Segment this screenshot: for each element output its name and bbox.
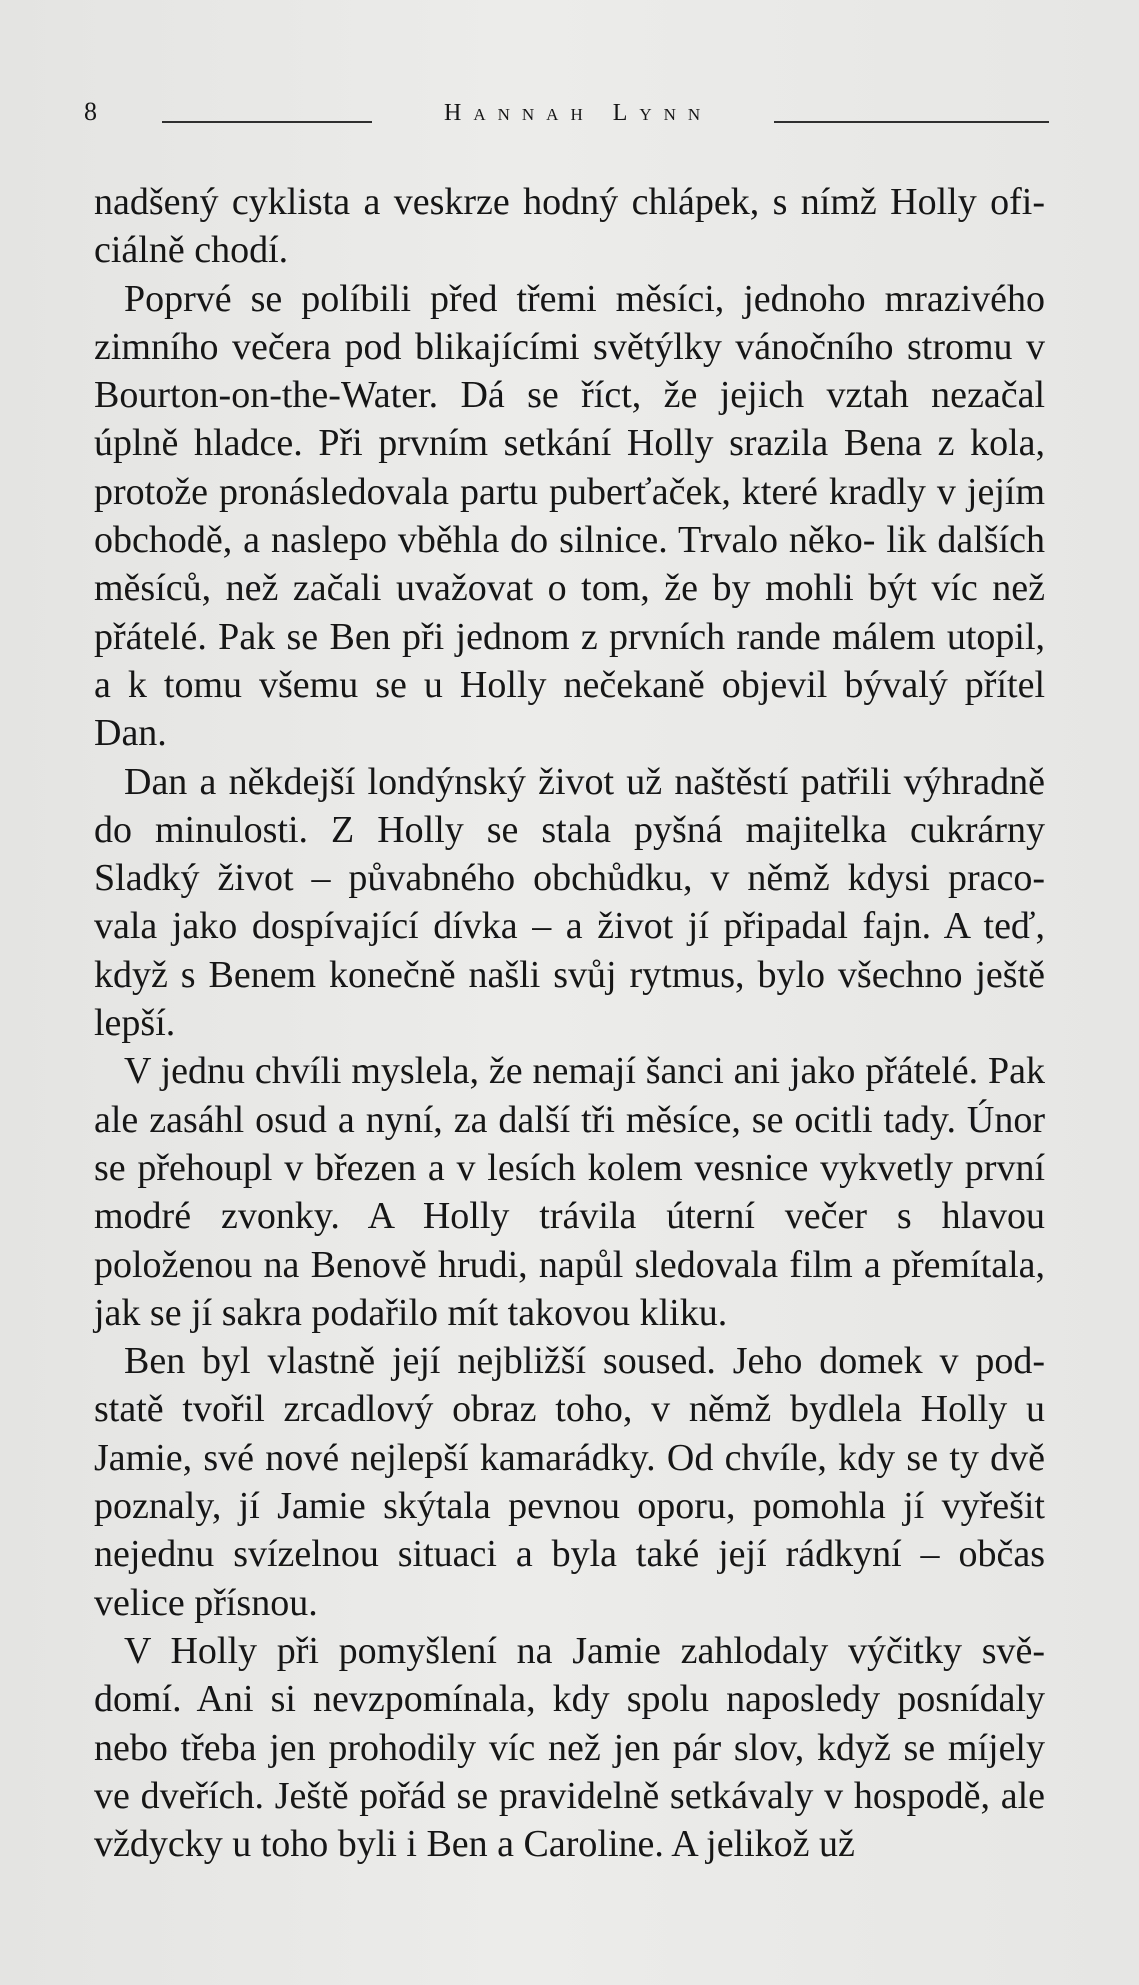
page-number: 8 xyxy=(84,97,97,126)
text-line: protože pronásledovala partu puberťaček, které kradly xyxy=(94,470,926,513)
text-line: domí. Ani si nevzpomínala, kdy spolu naposledy posnídaly xyxy=(94,1678,1045,1721)
text-line: vykvetly první modré zvonky. A Holly trávila úterní večer xyxy=(94,1146,1046,1238)
text-line: vyřešit nejednu svízelnou situaci a byla také její rádkyní – xyxy=(94,1485,1045,1576)
text-line: V Holly při pomyšlení na Jamie zahlodaly výčitky svě- xyxy=(124,1629,1045,1672)
text-line: ty dvě poznaly, jí Jamie skýtala pevnou oporu, pomohla jí xyxy=(94,1436,1045,1528)
text-line: nebo třeba jen prohodily víc než jen pár slov, když se míjely xyxy=(94,1726,1045,1769)
text-line: s hlavou položenou na Benově hrudi, napůl sledovala film xyxy=(94,1195,1046,1286)
text-line: u Jamie, své nové nejlepší kamarádky. Od chvíle, kdy se xyxy=(94,1388,1046,1479)
text-line: statě tvořil zrcadlový obraz toho, v němž bydlela Holly xyxy=(94,1388,1008,1431)
text-line: lik dalších měsíců, než začali uvažovat o tom, že by mohli xyxy=(94,519,1045,610)
text-line: úplně hladce. Při prvním setkání Holly srazila Bena z kola, xyxy=(94,422,1045,465)
text-line: v jejím obchodě, a naslepo vběhla do silnice. Trvalo něko- xyxy=(94,470,1045,562)
text-line: tady. Únor se přehoupl v březen a v lesích kolem vesnice xyxy=(94,1098,1045,1189)
paragraph xyxy=(94,1337,1045,1627)
text-line: když s Benem konečně našli svůj rytmus, bylo všechno xyxy=(94,953,963,996)
text-line: vala jako dospívající dívka – a život jí připadal fajn. A teď, xyxy=(94,905,1045,948)
text-line: zimního večera pod blikajícími světýlky vánočního stromu xyxy=(94,325,1013,368)
text-line: bývalý přítel Dan. xyxy=(94,663,1046,755)
text-line: Ben byl vlastně její nejbližší soused. Jeho domek v pod- xyxy=(124,1340,1045,1383)
text-line: Poprvé se políbili před třemi měsíci, jednoho mrazivého xyxy=(124,277,1045,320)
paragraph xyxy=(94,275,1045,758)
text-line: ve dveřích. Ještě pořád se pravidelně setkávaly v hospodě, xyxy=(94,1774,990,1817)
paragraph xyxy=(94,758,1045,1048)
text-line: do minulosti. Z Holly se stala pyšná majitelka cukrárny xyxy=(94,808,1045,851)
text-line: v Bourton-on-the-Water. Dá se říct, že jejich vztah nezačal xyxy=(94,325,1046,417)
paragraph xyxy=(94,1047,1045,1337)
running-head-author: Hannah Lynn xyxy=(444,100,713,126)
paragraph xyxy=(94,178,1045,275)
body-text xyxy=(94,178,1045,1868)
text-line: ciálně chodí. xyxy=(94,229,289,272)
text-line: nadšený cyklista a veskrze hodný chlápek, s nímž Holly ofi- xyxy=(94,181,1045,223)
text-line: Dan a někdejší londýnský život už naštěstí patřili výhradně xyxy=(124,760,1045,803)
text-line: být víc než přátelé. Pak se Ben při jednom z prvních rande xyxy=(94,567,1046,658)
text-line: Pak ale zasáhl osud a nyní, za další tři měsíce, se ocitli xyxy=(94,1050,1046,1141)
paragraph xyxy=(94,1627,1045,1868)
header-rule-right xyxy=(774,121,1049,123)
text-line: občas velice přísnou. xyxy=(94,1533,1045,1624)
text-line: ještě lepší. xyxy=(94,953,1046,1045)
text-line: V jednu chvíli myslela, že nemají šanci ani jako přátelé. xyxy=(124,1050,979,1093)
running-head xyxy=(84,96,1049,136)
text-line: Sladký život – půvabného obchůdku, v němž kdysi praco- xyxy=(94,857,1045,900)
text-line: málem utopil, a k tomu všemu se u Holly nečekaně objevil xyxy=(94,615,1046,706)
header-rule-left xyxy=(162,121,372,123)
text-line: a přemítala, jak se jí sakra podařilo mít takovou kliku. xyxy=(94,1243,1045,1334)
text-line: ale vždycky u toho byli i Ben a Caroline. A jelikož už xyxy=(94,1774,1045,1866)
